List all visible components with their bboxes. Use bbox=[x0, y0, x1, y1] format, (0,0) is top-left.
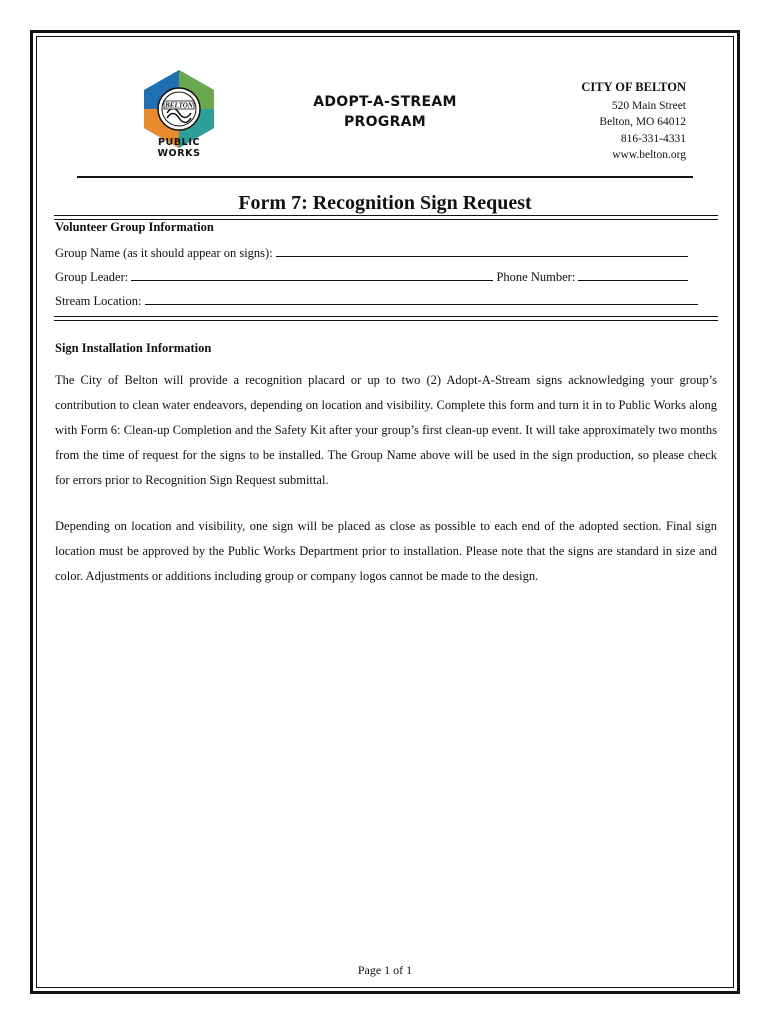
phone-number: 816-331-4331 bbox=[620, 132, 686, 145]
address-line-2: Belton, MO 64012 bbox=[599, 116, 686, 128]
sign-installation-body bbox=[55, 368, 717, 493]
group-name-input[interactable] bbox=[276, 245, 688, 257]
logo-label: PUBLIC WORKS bbox=[157, 137, 201, 159]
page-number: Page 1 of 1 bbox=[357, 963, 413, 977]
logo-center-text: BELTON bbox=[165, 101, 193, 110]
stream-location-field bbox=[55, 293, 698, 309]
sign-installation-heading: Sign Installation Information bbox=[55, 341, 212, 355]
volunteer-section-heading: Volunteer Group Information bbox=[55, 220, 214, 234]
group-leader-input[interactable] bbox=[131, 269, 493, 281]
stream-location-label: Stream Location: bbox=[55, 294, 142, 308]
program-title bbox=[290, 92, 480, 132]
city-name: CITY OF BELTON bbox=[581, 80, 686, 94]
program-title-line2: PROGRAM bbox=[343, 114, 427, 130]
group-leader-field bbox=[55, 269, 688, 285]
group-leader-label: Group Leader: bbox=[55, 270, 129, 284]
group-name-field bbox=[55, 245, 688, 261]
header-divider bbox=[77, 176, 693, 178]
sign-placement-body bbox=[55, 514, 717, 589]
page-border-inner bbox=[36, 36, 734, 988]
group-name-label: Group Name (as it should appear on signs): bbox=[55, 246, 273, 260]
phone-number-label: Phone Number: bbox=[496, 270, 576, 284]
volunteer-divider bbox=[54, 316, 718, 321]
form-title: Form 7: Recognition Sign Request bbox=[238, 192, 532, 214]
program-title-line1: ADOPT-A-STREAM bbox=[313, 94, 457, 110]
phone-number-input[interactable] bbox=[578, 269, 688, 281]
paragraph-2: Depending on location and visibility, one sign will be placed as close as possible to each end of the adopted section. Final sign location must be approved by the Public Works Department prior to installation. Please note that the signs are standard in size and color. Adjustments or additions including group or company logos cannot be made to the design. bbox=[55, 519, 717, 583]
address-line-1: 520 Main Street bbox=[611, 99, 686, 112]
paragraph-1: The City of Belton will provide a recognition placard or up to two (2) Adopt-A-Stream signs acknowledging your group’s contribution to clean water endeavors, depending on location and visibility. Complete this form and turn it in to Public Works along with Form 6: Clean-up Completion and the Safety Kit after your group’s first clean-up event. It will take approximately two months from the time of request for the signs to be installed. The Group Name above will be used in the sign production, so please check for errors prior to Recognition Sign Request submittal. bbox=[55, 373, 717, 487]
website: www.belton.org bbox=[612, 149, 686, 161]
city-contact-block bbox=[581, 79, 686, 164]
stream-location-input[interactable] bbox=[145, 293, 698, 305]
